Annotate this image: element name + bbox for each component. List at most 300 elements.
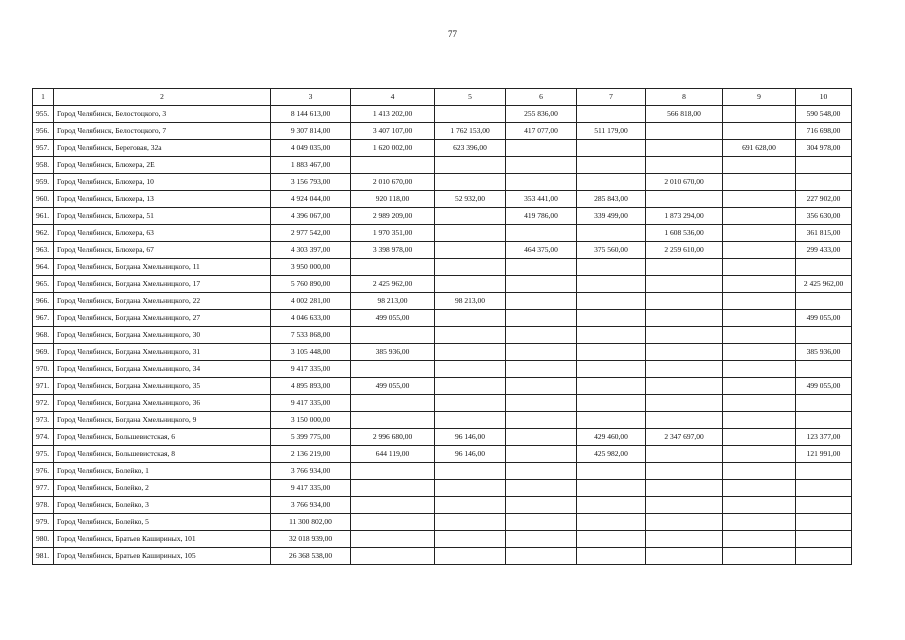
total-cost-cell: 9 307 814,00 (271, 123, 351, 140)
col-5-value-cell (435, 344, 506, 361)
col-8-value-cell: 2 010 670,00 (646, 174, 723, 191)
col-6-value-cell (506, 344, 577, 361)
row-number-cell: 970. (33, 361, 54, 378)
row-number-cell: 975. (33, 446, 54, 463)
col-7-value-cell (577, 378, 646, 395)
address-cell: Город Челябинск, Блюхера, 51 (54, 208, 271, 225)
address-cell: Город Челябинск, Богдана Хмельницкого, 17 (54, 276, 271, 293)
col-10-value-cell: 590 548,00 (796, 106, 852, 123)
row-number-cell: 969. (33, 344, 54, 361)
table-row (33, 531, 852, 548)
col-8-value-cell: 2 259 610,00 (646, 242, 723, 259)
col-7-value-cell (577, 293, 646, 310)
col-6-value-cell (506, 480, 577, 497)
row-number-cell: 973. (33, 412, 54, 429)
col-9-value-cell (723, 242, 796, 259)
total-cost-cell: 32 018 939,00 (271, 531, 351, 548)
col-8-value-cell (646, 310, 723, 327)
col-5-value-cell (435, 514, 506, 531)
col-8-value-cell (646, 259, 723, 276)
col-6-value-cell (506, 174, 577, 191)
col-7-value-cell (577, 463, 646, 480)
row-number-cell: 962. (33, 225, 54, 242)
row-number-cell: 968. (33, 327, 54, 344)
col-9-value-cell (723, 429, 796, 446)
col-6-value-cell: 255 836,00 (506, 106, 577, 123)
row-number-cell: 960. (33, 191, 54, 208)
col-5-value-cell (435, 310, 506, 327)
total-cost-cell: 7 533 868,00 (271, 327, 351, 344)
col-9-value-cell (723, 225, 796, 242)
total-cost-cell: 4 303 397,00 (271, 242, 351, 259)
register-table (32, 88, 852, 565)
col-10-value-cell: 499 055,00 (796, 378, 852, 395)
col-7-value-cell (577, 548, 646, 565)
table-row (33, 293, 852, 310)
table-row (33, 140, 852, 157)
total-cost-cell: 3 105 448,00 (271, 344, 351, 361)
col-4-value-cell (351, 412, 435, 429)
col-5-value-cell (435, 259, 506, 276)
col-9-value-cell (723, 395, 796, 412)
col-5-value-cell (435, 395, 506, 412)
table-row (33, 157, 852, 174)
col-6-value-cell (506, 378, 577, 395)
col-10-value-cell: 361 815,00 (796, 225, 852, 242)
address-cell: Город Челябинск, Блюхера, 13 (54, 191, 271, 208)
col-4-value-cell: 1 413 202,00 (351, 106, 435, 123)
col-5-value-cell: 623 396,00 (435, 140, 506, 157)
col-10-value-cell (796, 259, 852, 276)
col-5-value-cell (435, 548, 506, 565)
total-cost-cell: 8 144 613,00 (271, 106, 351, 123)
col-7-value-cell (577, 497, 646, 514)
col-8-value-cell (646, 412, 723, 429)
table-row (33, 344, 852, 361)
col-6-value-cell (506, 327, 577, 344)
col-5-value-cell (435, 276, 506, 293)
col-7-value-cell (577, 412, 646, 429)
col-5-value-cell (435, 480, 506, 497)
col-10-value-cell (796, 463, 852, 480)
col-8-value-cell (646, 344, 723, 361)
col-7-value-cell (577, 310, 646, 327)
col-4-value-cell: 2 010 670,00 (351, 174, 435, 191)
total-cost-cell: 4 002 281,00 (271, 293, 351, 310)
col-6-value-cell (506, 531, 577, 548)
address-cell: Город Челябинск, Богдана Хмельницкого, 31 (54, 344, 271, 361)
col-10-value-cell: 385 936,00 (796, 344, 852, 361)
address-cell: Город Челябинск, Большевистская, 8 (54, 446, 271, 463)
row-number-cell: 979. (33, 514, 54, 531)
column-header: 6 (506, 89, 577, 106)
row-number-cell: 967. (33, 310, 54, 327)
col-4-value-cell (351, 480, 435, 497)
col-8-value-cell (646, 140, 723, 157)
col-4-value-cell: 3 398 978,00 (351, 242, 435, 259)
col-4-value-cell (351, 463, 435, 480)
table-row (33, 174, 852, 191)
col-4-value-cell: 385 936,00 (351, 344, 435, 361)
col-4-value-cell (351, 497, 435, 514)
col-8-value-cell (646, 191, 723, 208)
col-4-value-cell: 2 425 962,00 (351, 276, 435, 293)
total-cost-cell: 3 950 000,00 (271, 259, 351, 276)
col-8-value-cell (646, 361, 723, 378)
col-7-value-cell: 375 560,00 (577, 242, 646, 259)
table-row (33, 480, 852, 497)
col-6-value-cell (506, 514, 577, 531)
address-cell: Город Челябинск, Блюхера, 67 (54, 242, 271, 259)
col-9-value-cell (723, 157, 796, 174)
col-10-value-cell (796, 412, 852, 429)
col-6-value-cell: 464 375,00 (506, 242, 577, 259)
total-cost-cell: 4 895 893,00 (271, 378, 351, 395)
total-cost-cell: 4 049 035,00 (271, 140, 351, 157)
row-number-cell: 977. (33, 480, 54, 497)
total-cost-cell: 26 368 538,00 (271, 548, 351, 565)
col-6-value-cell (506, 429, 577, 446)
row-number-cell: 971. (33, 378, 54, 395)
col-4-value-cell: 644 119,00 (351, 446, 435, 463)
table-row (33, 276, 852, 293)
total-cost-cell: 9 417 335,00 (271, 361, 351, 378)
table-row (33, 242, 852, 259)
col-9-value-cell (723, 497, 796, 514)
table-row (33, 225, 852, 242)
col-8-value-cell (646, 463, 723, 480)
col-9-value-cell (723, 276, 796, 293)
col-5-value-cell (435, 242, 506, 259)
col-10-value-cell (796, 497, 852, 514)
row-number-cell: 965. (33, 276, 54, 293)
total-cost-cell: 2 136 219,00 (271, 446, 351, 463)
col-8-value-cell (646, 480, 723, 497)
col-10-value-cell (796, 174, 852, 191)
col-10-value-cell: 299 433,00 (796, 242, 852, 259)
col-5-value-cell: 98 213,00 (435, 293, 506, 310)
row-number-cell: 955. (33, 106, 54, 123)
table-row (33, 378, 852, 395)
col-6-value-cell (506, 157, 577, 174)
col-5-value-cell (435, 225, 506, 242)
col-10-value-cell: 121 991,00 (796, 446, 852, 463)
col-7-value-cell (577, 361, 646, 378)
col-5-value-cell (435, 208, 506, 225)
col-6-value-cell (506, 293, 577, 310)
col-6-value-cell (506, 446, 577, 463)
col-10-value-cell (796, 480, 852, 497)
col-9-value-cell (723, 310, 796, 327)
table-row (33, 463, 852, 480)
col-6-value-cell (506, 259, 577, 276)
col-10-value-cell: 304 978,00 (796, 140, 852, 157)
table-row (33, 208, 852, 225)
col-7-value-cell: 425 982,00 (577, 446, 646, 463)
col-6-value-cell (506, 463, 577, 480)
col-6-value-cell (506, 140, 577, 157)
total-cost-cell: 4 396 067,00 (271, 208, 351, 225)
col-4-value-cell: 3 407 107,00 (351, 123, 435, 140)
table-row (33, 548, 852, 565)
col-5-value-cell (435, 106, 506, 123)
table-row (33, 191, 852, 208)
address-cell: Город Челябинск, Богдана Хмельницкого, 34 (54, 361, 271, 378)
col-4-value-cell: 2 989 209,00 (351, 208, 435, 225)
total-cost-cell: 4 046 633,00 (271, 310, 351, 327)
col-5-value-cell (435, 327, 506, 344)
col-6-value-cell: 353 441,00 (506, 191, 577, 208)
address-cell: Город Челябинск, Белостоцкого, 3 (54, 106, 271, 123)
column-header: 10 (796, 89, 852, 106)
col-10-value-cell: 227 902,00 (796, 191, 852, 208)
row-number-cell: 978. (33, 497, 54, 514)
table-row (33, 310, 852, 327)
col-7-value-cell (577, 395, 646, 412)
col-4-value-cell (351, 395, 435, 412)
col-5-value-cell: 96 146,00 (435, 429, 506, 446)
col-6-value-cell (506, 225, 577, 242)
table-row (33, 361, 852, 378)
col-5-value-cell: 1 762 153,00 (435, 123, 506, 140)
page-number: 77 (448, 29, 457, 39)
col-9-value-cell (723, 514, 796, 531)
address-cell: Город Челябинск, Блюхера, 63 (54, 225, 271, 242)
col-8-value-cell: 1 873 294,00 (646, 208, 723, 225)
col-7-value-cell (577, 344, 646, 361)
col-7-value-cell: 511 179,00 (577, 123, 646, 140)
table-row (33, 123, 852, 140)
total-cost-cell: 3 766 934,00 (271, 497, 351, 514)
column-header: 9 (723, 89, 796, 106)
table-row (33, 106, 852, 123)
col-10-value-cell (796, 327, 852, 344)
col-9-value-cell (723, 106, 796, 123)
table-row (33, 446, 852, 463)
col-7-value-cell: 429 460,00 (577, 429, 646, 446)
col-4-value-cell: 920 118,00 (351, 191, 435, 208)
col-6-value-cell (506, 497, 577, 514)
col-9-value-cell (723, 191, 796, 208)
total-cost-cell: 9 417 335,00 (271, 395, 351, 412)
col-4-value-cell (351, 157, 435, 174)
address-cell: Город Челябинск, Богдана Хмельницкого, 27 (54, 310, 271, 327)
address-cell: Город Челябинск, Болейко, 2 (54, 480, 271, 497)
col-9-value-cell (723, 174, 796, 191)
col-7-value-cell (577, 259, 646, 276)
table-row (33, 327, 852, 344)
col-10-value-cell (796, 157, 852, 174)
col-5-value-cell (435, 174, 506, 191)
col-9-value-cell (723, 208, 796, 225)
row-number-cell: 958. (33, 157, 54, 174)
col-10-value-cell (796, 395, 852, 412)
col-10-value-cell: 356 630,00 (796, 208, 852, 225)
col-6-value-cell (506, 548, 577, 565)
row-number-cell: 957. (33, 140, 54, 157)
col-7-value-cell: 339 499,00 (577, 208, 646, 225)
address-cell: Город Челябинск, Богдана Хмельницкого, 9 (54, 412, 271, 429)
total-cost-cell: 3 150 000,00 (271, 412, 351, 429)
col-9-value-cell (723, 327, 796, 344)
col-7-value-cell (577, 225, 646, 242)
total-cost-cell: 1 883 467,00 (271, 157, 351, 174)
table-row (33, 412, 852, 429)
col-4-value-cell: 1 970 351,00 (351, 225, 435, 242)
address-cell: Город Челябинск, Братьев Кашириных, 105 (54, 548, 271, 565)
col-9-value-cell (723, 344, 796, 361)
col-6-value-cell (506, 276, 577, 293)
total-cost-cell: 5 760 890,00 (271, 276, 351, 293)
column-header: 3 (271, 89, 351, 106)
col-8-value-cell: 1 608 536,00 (646, 225, 723, 242)
col-9-value-cell (723, 378, 796, 395)
total-cost-cell: 4 924 044,00 (271, 191, 351, 208)
column-header: 2 (54, 89, 271, 106)
address-cell: Город Челябинск, Болейко, 3 (54, 497, 271, 514)
address-cell: Город Челябинск, Богдана Хмельницкого, 30 (54, 327, 271, 344)
row-number-cell: 961. (33, 208, 54, 225)
row-number-cell: 956. (33, 123, 54, 140)
col-9-value-cell (723, 123, 796, 140)
col-10-value-cell (796, 293, 852, 310)
col-8-value-cell (646, 123, 723, 140)
col-7-value-cell (577, 514, 646, 531)
address-cell: Город Челябинск, Братьев Кашириных, 101 (54, 531, 271, 548)
column-header: 1 (33, 89, 54, 106)
col-7-value-cell (577, 327, 646, 344)
total-cost-cell: 3 766 934,00 (271, 463, 351, 480)
table-row (33, 497, 852, 514)
col-5-value-cell (435, 412, 506, 429)
col-9-value-cell (723, 548, 796, 565)
col-10-value-cell (796, 361, 852, 378)
col-10-value-cell: 123 377,00 (796, 429, 852, 446)
col-4-value-cell: 98 213,00 (351, 293, 435, 310)
col-4-value-cell: 2 996 680,00 (351, 429, 435, 446)
col-4-value-cell: 499 055,00 (351, 310, 435, 327)
col-9-value-cell (723, 293, 796, 310)
col-5-value-cell (435, 497, 506, 514)
row-number-cell: 966. (33, 293, 54, 310)
col-9-value-cell (723, 463, 796, 480)
col-8-value-cell (646, 276, 723, 293)
col-8-value-cell (646, 378, 723, 395)
col-6-value-cell (506, 412, 577, 429)
col-7-value-cell (577, 174, 646, 191)
col-8-value-cell (646, 395, 723, 412)
table-row (33, 259, 852, 276)
row-number-cell: 964. (33, 259, 54, 276)
address-cell: Город Челябинск, Блюхера, 10 (54, 174, 271, 191)
total-cost-cell: 3 156 793,00 (271, 174, 351, 191)
table-row (33, 395, 852, 412)
address-cell: Город Челябинск, Большевистская, 6 (54, 429, 271, 446)
header-row (33, 89, 852, 106)
col-4-value-cell (351, 531, 435, 548)
col-9-value-cell (723, 361, 796, 378)
col-5-value-cell: 52 932,00 (435, 191, 506, 208)
col-5-value-cell (435, 157, 506, 174)
col-10-value-cell: 716 698,00 (796, 123, 852, 140)
address-cell: Город Челябинск, Блюхера, 2Е (54, 157, 271, 174)
row-number-cell: 981. (33, 548, 54, 565)
col-9-value-cell (723, 259, 796, 276)
col-9-value-cell (723, 480, 796, 497)
column-header: 4 (351, 89, 435, 106)
col-5-value-cell (435, 378, 506, 395)
col-8-value-cell (646, 327, 723, 344)
column-header: 7 (577, 89, 646, 106)
col-8-value-cell (646, 293, 723, 310)
col-9-value-cell (723, 412, 796, 429)
col-7-value-cell (577, 106, 646, 123)
col-9-value-cell (723, 446, 796, 463)
col-5-value-cell (435, 463, 506, 480)
col-10-value-cell (796, 531, 852, 548)
table-row (33, 429, 852, 446)
address-cell: Город Челябинск, Богдана Хмельницкого, 22 (54, 293, 271, 310)
col-4-value-cell (351, 361, 435, 378)
col-7-value-cell (577, 157, 646, 174)
column-header: 5 (435, 89, 506, 106)
total-cost-cell: 11 300 802,00 (271, 514, 351, 531)
col-4-value-cell: 499 055,00 (351, 378, 435, 395)
col-6-value-cell: 419 786,00 (506, 208, 577, 225)
column-header: 8 (646, 89, 723, 106)
col-5-value-cell (435, 531, 506, 548)
total-cost-cell: 2 977 542,00 (271, 225, 351, 242)
col-4-value-cell (351, 548, 435, 565)
col-10-value-cell (796, 548, 852, 565)
row-number-cell: 963. (33, 242, 54, 259)
table-body (33, 106, 852, 565)
address-cell: Город Челябинск, Болейко, 1 (54, 463, 271, 480)
address-cell: Город Челябинск, Богдана Хмельницкого, 35 (54, 378, 271, 395)
col-10-value-cell (796, 514, 852, 531)
col-8-value-cell (646, 514, 723, 531)
col-6-value-cell (506, 361, 577, 378)
col-4-value-cell (351, 327, 435, 344)
col-7-value-cell (577, 276, 646, 293)
col-7-value-cell (577, 480, 646, 497)
col-7-value-cell (577, 531, 646, 548)
col-4-value-cell (351, 259, 435, 276)
col-8-value-cell (646, 157, 723, 174)
col-6-value-cell (506, 310, 577, 327)
row-number-cell: 972. (33, 395, 54, 412)
col-10-value-cell: 499 055,00 (796, 310, 852, 327)
col-4-value-cell (351, 514, 435, 531)
table-row (33, 514, 852, 531)
col-10-value-cell: 2 425 962,00 (796, 276, 852, 293)
col-7-value-cell: 285 843,00 (577, 191, 646, 208)
col-8-value-cell (646, 446, 723, 463)
total-cost-cell: 9 417 335,00 (271, 480, 351, 497)
row-number-cell: 959. (33, 174, 54, 191)
col-6-value-cell (506, 395, 577, 412)
row-number-cell: 980. (33, 531, 54, 548)
col-9-value-cell: 691 628,00 (723, 140, 796, 157)
col-7-value-cell (577, 140, 646, 157)
col-9-value-cell (723, 531, 796, 548)
col-5-value-cell: 96 146,00 (435, 446, 506, 463)
col-4-value-cell: 1 620 002,00 (351, 140, 435, 157)
col-8-value-cell (646, 531, 723, 548)
total-cost-cell: 5 399 775,00 (271, 429, 351, 446)
address-cell: Город Челябинск, Богдана Хмельницкого, 11 (54, 259, 271, 276)
col-8-value-cell: 566 818,00 (646, 106, 723, 123)
